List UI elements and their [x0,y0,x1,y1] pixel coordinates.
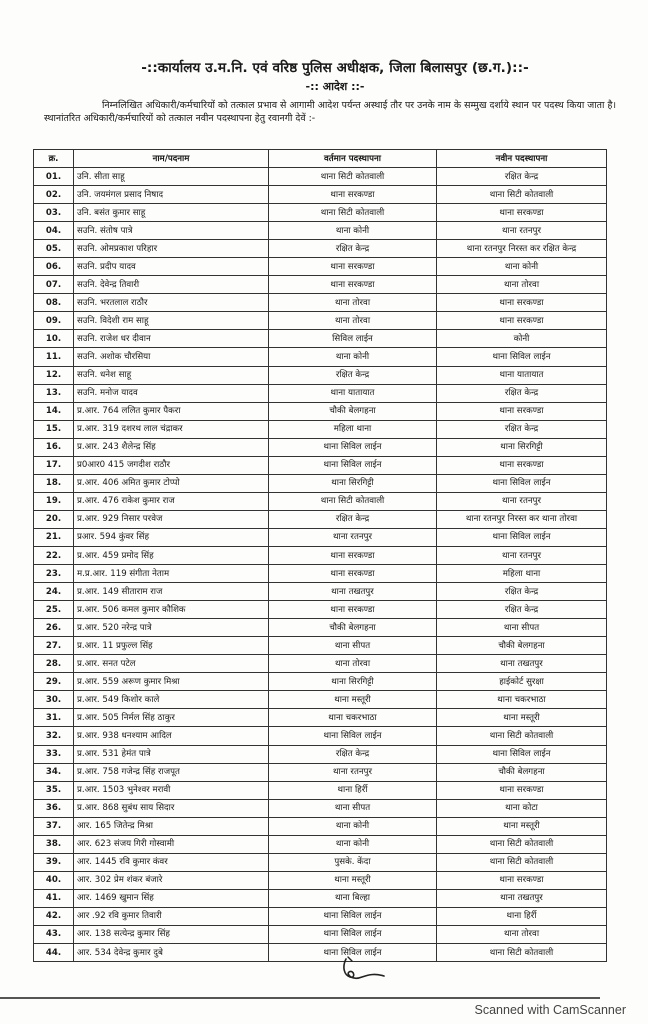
serial-cell: 29. [34,673,74,691]
name-cell: सउनि. संतोष पात्रे [74,222,269,240]
current-posting-cell: थाना मस्तूरी [269,691,437,709]
serial-cell: 35. [34,781,74,799]
table-row [34,817,607,835]
serial-cell: 15. [34,420,74,438]
new-posting-cell: थाना सरकण्डा [437,871,607,889]
new-posting-cell: थाना तखतपुर [437,889,607,907]
table-row [34,763,607,781]
serial-cell: 34. [34,763,74,781]
serial-cell: 40. [34,871,74,889]
serial-cell: 44. [34,944,74,962]
column-header-serial: क्र. [34,150,74,168]
serial-cell: 20. [34,510,74,528]
name-cell: प्र.आर. 11 प्रफुल्ल सिंह [74,637,269,655]
serial-cell: 19. [34,492,74,510]
current-posting-cell: थाना रतनपुर [269,528,437,546]
serial-cell: 43. [34,925,74,943]
table-row [34,835,607,853]
serial-cell: 02. [34,186,74,204]
serial-cell: 22. [34,546,74,564]
table-row [34,691,607,709]
table-row [34,186,607,204]
serial-cell: 33. [34,745,74,763]
current-posting-cell: थाना सिरगिट्टी [269,673,437,691]
table-header-row [34,150,607,168]
name-cell: म.प्र.आर. 119 संगीता नेताम [74,565,269,583]
current-posting-cell: थाना सिरगिट्टी [269,474,437,492]
new-posting-cell: थाना सिविल लाईन [437,528,607,546]
table-row [34,348,607,366]
table-row [34,438,607,456]
serial-cell: 39. [34,853,74,871]
serial-cell: 10. [34,330,74,348]
table-row [34,276,607,294]
page-bottom-rule [0,997,600,999]
current-posting-cell: रक्षित केन्द्र [269,240,437,258]
current-posting-cell: थाना कोनी [269,817,437,835]
serial-cell: 37. [34,817,74,835]
new-posting-cell: थाना मस्तूरी [437,709,607,727]
serial-cell: 13. [34,384,74,402]
table-row [34,168,607,186]
current-posting-cell: थाना कोनी [269,348,437,366]
table-row [34,366,607,384]
new-posting-cell: थाना रतनपुर निरस्त कर थाना तोरवा [437,510,607,528]
serial-cell: 21. [34,528,74,546]
table-row [34,492,607,510]
order-intro-paragraph: निम्नलिखित अधिकारी/कर्मचारियों को तत्काल प्रभाव से आगामी आदेश पर्यन्त अस्थाई तौर पर उनके नाम के सम्मुख दर्शाये स्थान पर पदस्थ किया जाता है। स्थानांतरित अधिकारी/कर्मचारियों को तत्काल नवीन पदस्थापना हेतु रवानगी देवें :- [44,100,616,124]
new-posting-cell: थाना रतनपुर [437,222,607,240]
table-row [34,727,607,745]
current-posting-cell: थाना सिविल लाईन [269,438,437,456]
current-posting-cell: थाना बिल्हा [269,889,437,907]
new-posting-cell: थाना रतनपुर [437,546,607,564]
serial-cell: 24. [34,583,74,601]
table-row [34,655,607,673]
name-cell: उनि. बसंत कुमार साहू [74,204,269,222]
name-cell: सउनि. देवेन्द्र तिवारी [74,276,269,294]
new-posting-cell: थाना सरकण्डा [437,402,607,420]
current-posting-cell: थाना तोरवा [269,655,437,673]
table-row [34,546,607,564]
name-cell: सउनि. प्रदीप यादव [74,258,269,276]
new-posting-cell: चौकी बेलगहना [437,637,607,655]
name-cell: आर .92 रवि कुमार तिवारी [74,907,269,925]
new-posting-cell: थाना सिरगिट्टी [437,438,607,456]
current-posting-cell: चौकी बेलगहना [269,619,437,637]
name-cell: प्र.आर. 319 दशरथ लाल चंद्राकर [74,420,269,438]
name-cell: प्र.आर. 1503 भुनेश्वर मरावी [74,781,269,799]
serial-cell: 16. [34,438,74,456]
current-posting-cell: थाना मस्तूरी [269,871,437,889]
serial-cell: 32. [34,727,74,745]
name-cell: प्र.आर. 406 अमित कुमार टोप्पो [74,474,269,492]
new-posting-cell: थाना चकरभाठा [437,691,607,709]
serial-cell: 07. [34,276,74,294]
table-row [34,384,607,402]
name-cell: प्रआर. 594 कुंवर सिंह [74,528,269,546]
serial-cell: 11. [34,348,74,366]
current-posting-cell: थाना सरकण्डा [269,186,437,204]
name-cell: प्र.आर. 506 कमल कुमार कौशिक [74,601,269,619]
new-posting-cell: थाना सिटी कोतवाली [437,727,607,745]
table-row [34,619,607,637]
transfer-table [33,149,607,962]
new-posting-cell: रक्षित केन्द्र [437,420,607,438]
name-cell: सउनि. ओमप्रकाश परिहार [74,240,269,258]
column-header-current-posting: वर्तमान पदस्थापना [269,150,437,168]
name-cell: प्र.आर. 531 हेमंत पात्रे [74,745,269,763]
current-posting-cell: थाना सीपत [269,637,437,655]
new-posting-cell: थाना सरकण्डा [437,204,607,222]
column-header-name: नाम/पदनाम [74,150,269,168]
name-cell: प्र.आर. 243 शैलेन्द्र सिंह [74,438,269,456]
serial-cell: 23. [34,565,74,583]
table-row [34,312,607,330]
name-cell: आर. 623 संजय गिरी गोस्वामी [74,835,269,853]
table-row [34,510,607,528]
name-cell: प्र.आर. 505 निर्मल सिंह ठाकुर [74,709,269,727]
table-row [34,420,607,438]
new-posting-cell: रक्षित केन्द्र [437,583,607,601]
new-posting-cell: थाना रतनपुर निरस्त कर रक्षित केन्द्र [437,240,607,258]
name-cell: प्र.आर. सनत पटेल [74,655,269,673]
new-posting-cell: थाना सिटी कोतवाली [437,853,607,871]
current-posting-cell: थाना तोरवा [269,294,437,312]
name-cell: प्र.आर. 549 किशोर काले [74,691,269,709]
name-cell: प्र.आर. 764 ललित कुमार पैकरा [74,402,269,420]
serial-cell: 18. [34,474,74,492]
current-posting-cell: सिविल लाईन [269,330,437,348]
table-row [34,889,607,907]
new-posting-cell: रक्षित केन्द्र [437,168,607,186]
serial-cell: 26. [34,619,74,637]
name-cell: प्र0आर0 415 जगदीश राठौर [74,456,269,474]
new-posting-cell: थाना सरकण्डा [437,294,607,312]
current-posting-cell: थाना सीपत [269,799,437,817]
table-row [34,204,607,222]
table-row [34,637,607,655]
current-posting-cell: थाना तखतपुर [269,583,437,601]
signature [340,955,390,985]
table-row [34,799,607,817]
new-posting-cell: थाना कोनी [437,258,607,276]
current-posting-cell: थाना यातायात [269,384,437,402]
name-cell: उनि. सीता साहू [74,168,269,186]
new-posting-cell: थाना सिविल लाईन [437,474,607,492]
current-posting-cell: थाना चकरभाठा [269,709,437,727]
current-posting-cell: थाना सिविल लाईन [269,456,437,474]
serial-cell: 14. [34,402,74,420]
name-cell: प्र.आर. 459 प्रमोद सिंह [74,546,269,564]
new-posting-cell: थाना सरकण्डा [437,781,607,799]
current-posting-cell: थाना कोनी [269,222,437,240]
current-posting-cell: थाना सिविल लाईन [269,907,437,925]
table-row [34,565,607,583]
new-posting-cell: थाना सरकण्डा [437,456,607,474]
name-cell: आर. 1445 रवि कुमार कंवर [74,853,269,871]
table-row [34,907,607,925]
current-posting-cell: थाना सिविल लाईन [269,925,437,943]
serial-cell: 38. [34,835,74,853]
new-posting-cell: थाना सिविल लाईन [437,348,607,366]
table-row [34,222,607,240]
current-posting-cell: थाना सिटी कोतवाली [269,492,437,510]
name-cell: उनि. जयमंगल प्रसाद निषाद [74,186,269,204]
serial-cell: 09. [34,312,74,330]
serial-cell: 31. [34,709,74,727]
name-cell: सउनि. अशोक चौरसिया [74,348,269,366]
table-row [34,258,607,276]
name-cell: प्र.आर. 476 राकेश कुमार राज [74,492,269,510]
name-cell: सउनि. धनेश साहू [74,366,269,384]
current-posting-cell: महिला थाना [269,420,437,438]
serial-cell: 41. [34,889,74,907]
current-posting-cell: थाना सिविल लाईन [269,944,437,962]
table-row [34,709,607,727]
table-row [34,402,607,420]
name-cell: सउनि. मनोज यादव [74,384,269,402]
table-row [34,528,607,546]
name-cell: प्र.आर. 520 नरेन्द्र पात्रे [74,619,269,637]
table-row [34,474,607,492]
name-cell: आर. 534 देवेन्द्र कुमार दुबे [74,944,269,962]
table-row [34,330,607,348]
serial-cell: 42. [34,907,74,925]
new-posting-cell: थाना सिटी कोतवाली [437,186,607,204]
current-posting-cell: थाना सरकण्डा [269,276,437,294]
new-posting-cell: थाना तोरवा [437,925,607,943]
name-cell: प्र.आर. 758 गजेन्द्र सिंह राजपूत [74,763,269,781]
current-posting-cell: थाना सरकण्डा [269,258,437,276]
new-posting-cell: थाना सिटी कोतवाली [437,835,607,853]
current-posting-cell: थाना तोरवा [269,312,437,330]
current-posting-cell: पुसके. केंदा [269,853,437,871]
serial-cell: 25. [34,601,74,619]
current-posting-cell: रक्षित केन्द्र [269,366,437,384]
office-title: -::कार्यालय उ.म.नि. एवं वरिष्ठ पुलिस अधीक्षक, जिला बिलासपुर (छ.ग.)::- [141,60,529,76]
serial-cell: 28. [34,655,74,673]
serial-cell: 03. [34,204,74,222]
name-cell: प्र.आर. 938 धनश्याम आदिल [74,727,269,745]
current-posting-cell: रक्षित केन्द्र [269,510,437,528]
table-row [34,583,607,601]
table-row [34,294,607,312]
name-cell: सउनि. विदेशी राम साहू [74,312,269,330]
name-cell: सउनि. भरतलाल राठौर [74,294,269,312]
serial-cell: 17. [34,456,74,474]
serial-cell: 30. [34,691,74,709]
current-posting-cell: थाना सरकण्डा [269,565,437,583]
new-posting-cell: थाना तोरवा [437,276,607,294]
new-posting-cell: थाना रतनपुर [437,492,607,510]
name-cell: आर. 1469 खुमान सिंह [74,889,269,907]
current-posting-cell: थाना सिटी कोतवाली [269,168,437,186]
new-posting-cell: थाना तखतपुर [437,655,607,673]
table-row [34,944,607,962]
new-posting-cell: थाना सीपत [437,619,607,637]
table-row [34,745,607,763]
current-posting-cell: रक्षित केन्द्र [269,745,437,763]
new-posting-cell: थाना हिर्री [437,907,607,925]
table-row [34,601,607,619]
current-posting-cell: थाना सिविल लाईन [269,727,437,745]
new-posting-cell: रक्षित केन्द्र [437,601,607,619]
new-posting-cell: थाना यातायात [437,366,607,384]
current-posting-cell: चौकी बेलगहना [269,402,437,420]
serial-cell: 01. [34,168,74,186]
table-row [34,240,607,258]
serial-cell: 12. [34,366,74,384]
current-posting-cell: थाना रतनपुर [269,763,437,781]
table-row [34,456,607,474]
new-posting-cell: चौकी बेलगहना [437,763,607,781]
name-cell: प्र.आर. 868 सुबंध साय सिदार [74,799,269,817]
camscanner-watermark: Scanned with CamScanner [474,1003,626,1017]
name-cell: आर. 165 जितेन्द्र मिश्रा [74,817,269,835]
serial-cell: 04. [34,222,74,240]
current-posting-cell: थाना सरकण्डा [269,546,437,564]
new-posting-cell: थाना सिटी कोतवाली [437,944,607,962]
current-posting-cell: थाना कोनी [269,835,437,853]
serial-cell: 27. [34,637,74,655]
new-posting-cell: थाना सरकण्डा [437,312,607,330]
serial-cell: 08. [34,294,74,312]
column-header-new-posting: नवीन पदस्थापना [437,150,607,168]
name-cell: आर. 302 प्रेम शंकर बंजारे [74,871,269,889]
serial-cell: 05. [34,240,74,258]
serial-cell: 06. [34,258,74,276]
serial-cell: 36. [34,799,74,817]
table-row [34,871,607,889]
new-posting-cell: हाईकोर्ट सुरक्षा [437,673,607,691]
name-cell: सउनि. राजेश धर दीवान [74,330,269,348]
current-posting-cell: थाना सरकण्डा [269,601,437,619]
name-cell: प्र.आर. 149 सीताराम राज [74,583,269,601]
name-cell: प्र.आर. 929 निसार परवेज [74,510,269,528]
order-heading: -:: आदेश ::- [305,80,365,93]
new-posting-cell: रक्षित केन्द्र [437,384,607,402]
new-posting-cell: महिला थाना [437,565,607,583]
table-row [34,925,607,943]
new-posting-cell: थाना सिविल लाईन [437,745,607,763]
new-posting-cell: थाना कोटा [437,799,607,817]
table-row [34,853,607,871]
name-cell: आर. 138 सत्येन्द्र कुमार सिंह [74,925,269,943]
current-posting-cell: थाना सिटी कोतवाली [269,204,437,222]
table-row [34,673,607,691]
new-posting-cell: कोनी [437,330,607,348]
table-row [34,781,607,799]
new-posting-cell: थाना मस्तूरी [437,817,607,835]
current-posting-cell: थाना हिर्री [269,781,437,799]
name-cell: प्र.आर. 559 अरूण कुमार मिश्रा [74,673,269,691]
